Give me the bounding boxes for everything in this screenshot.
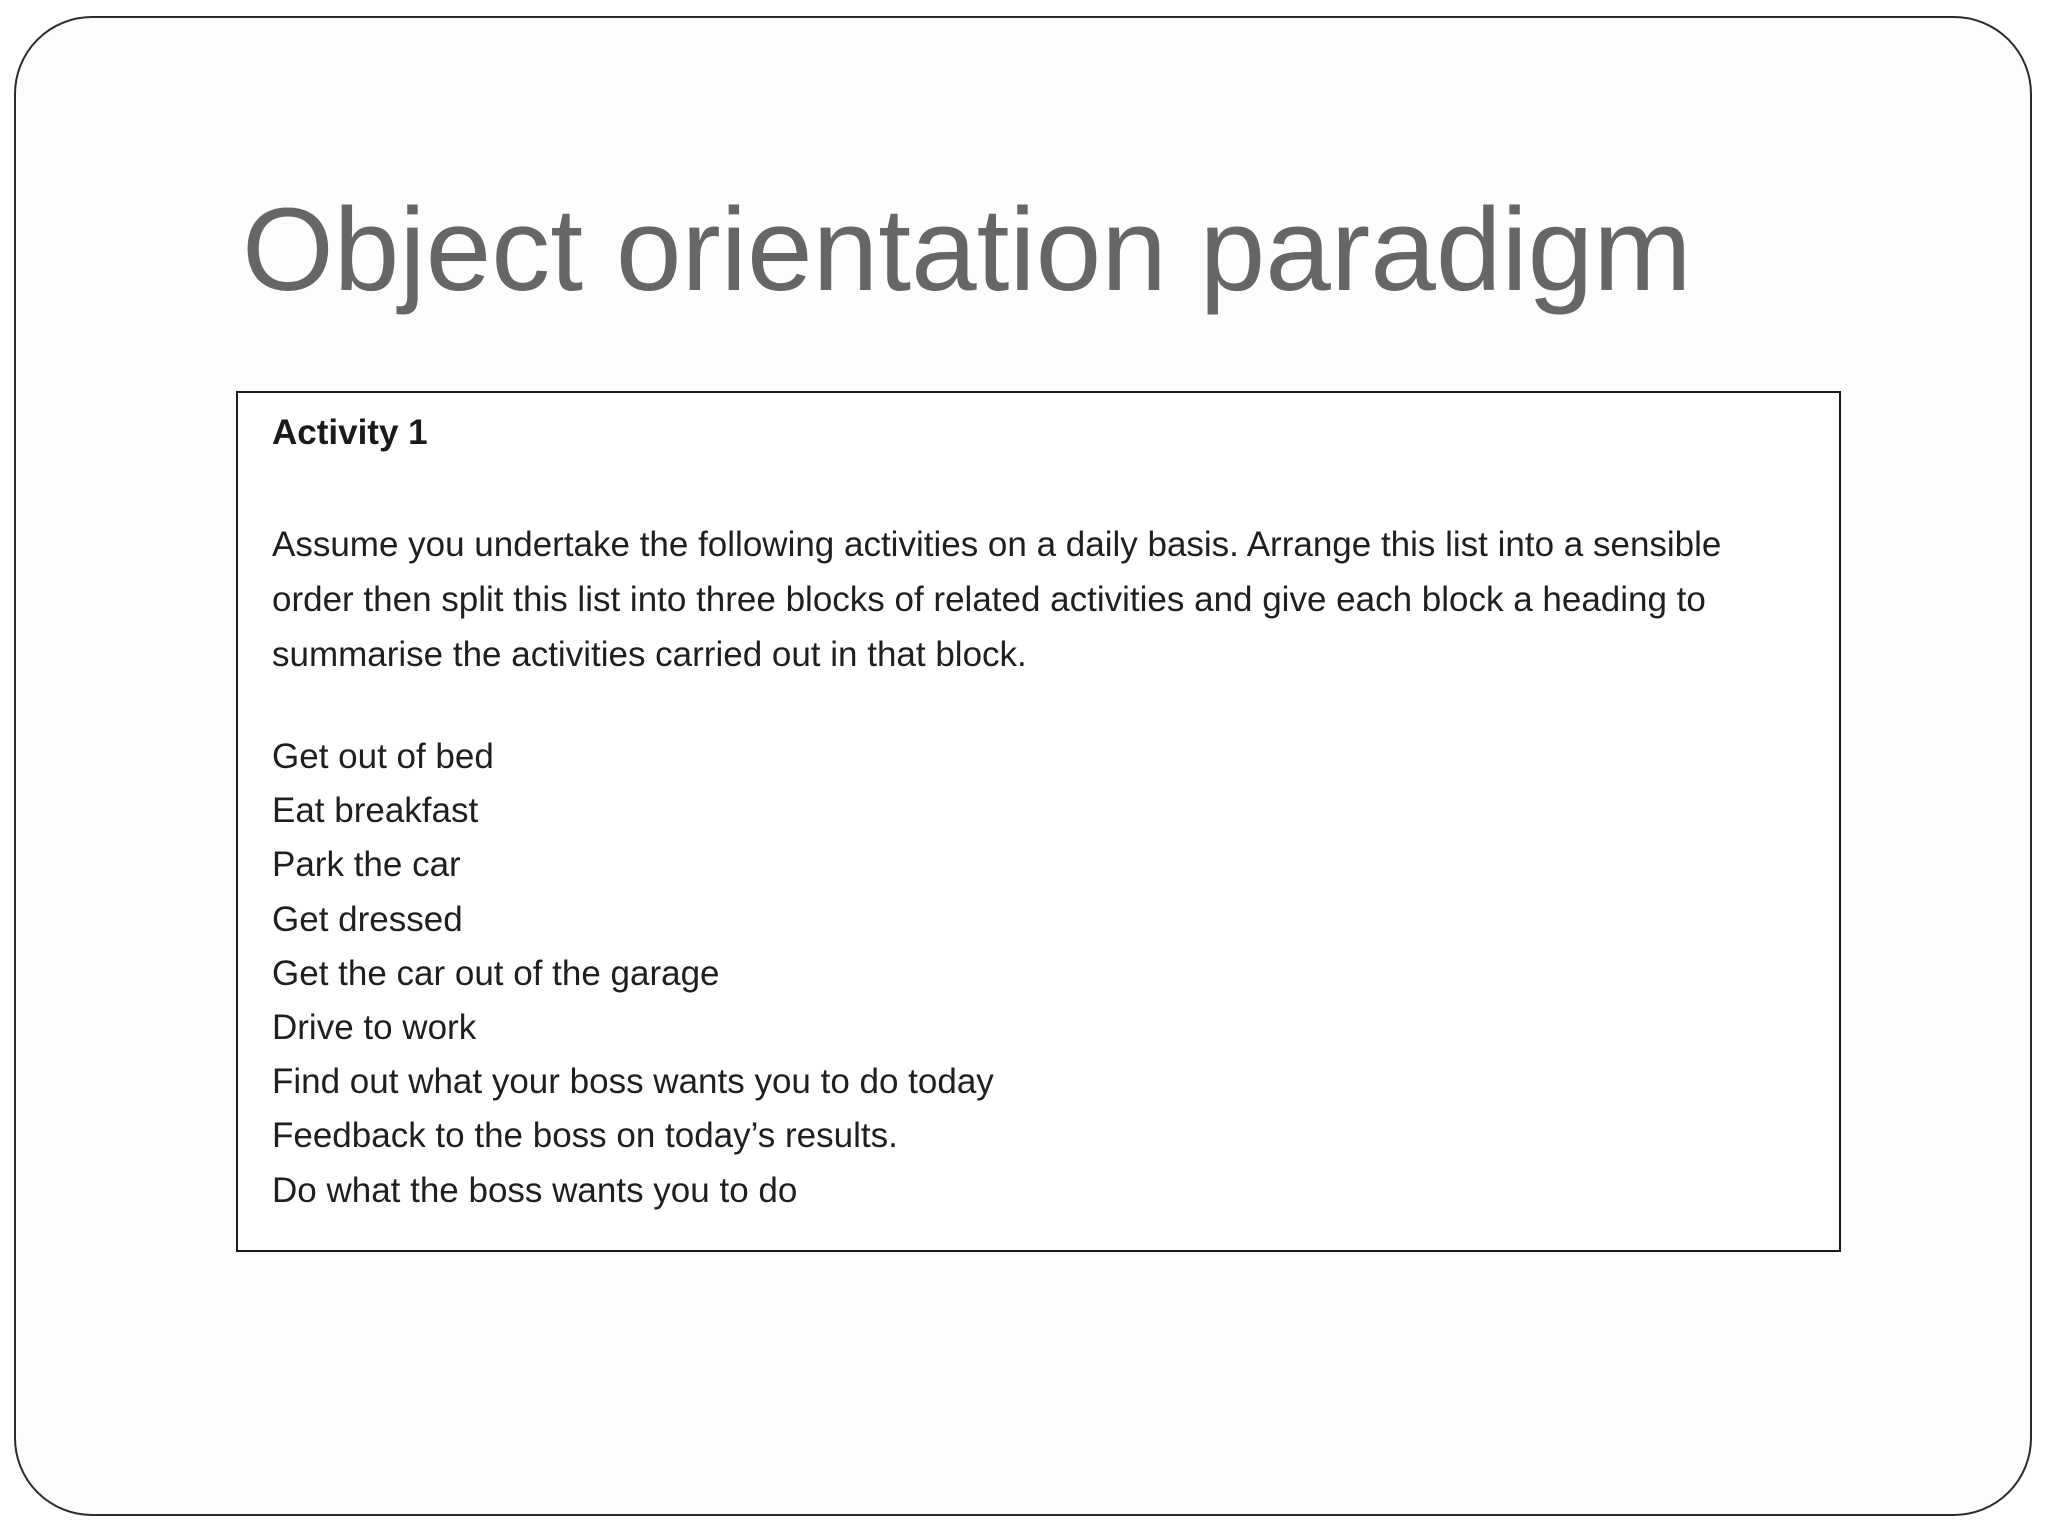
list-item: Feedback to the boss on today’s results. [272, 1116, 898, 1156]
activity-list [272, 730, 994, 1218]
list-item: Do what the boss wants you to do [272, 1170, 798, 1210]
list-item: Drive to work [272, 1008, 477, 1048]
slide-title: Object orientation paradigm [242, 184, 1692, 316]
activity-heading: Activity 1 [272, 413, 428, 452]
list-item: Find out what your boss wants you to do today [272, 1062, 994, 1102]
activity-box [236, 391, 1841, 1252]
list-item: Park the car [272, 845, 461, 885]
list-item: Get out of bed [272, 737, 494, 776]
slide [14, 16, 2032, 1516]
list-item: Get dressed [272, 899, 463, 939]
activity-instructions: Assume you undertake the following activities on a daily basis. Arrange this list into a sensible order then split this list into three blocks of related activities and give each block a heading to summarise the activities carried out in that block. [272, 525, 1722, 674]
list-item: Eat breakfast [272, 791, 479, 831]
list-item: Get the car out of the garage [272, 953, 720, 993]
